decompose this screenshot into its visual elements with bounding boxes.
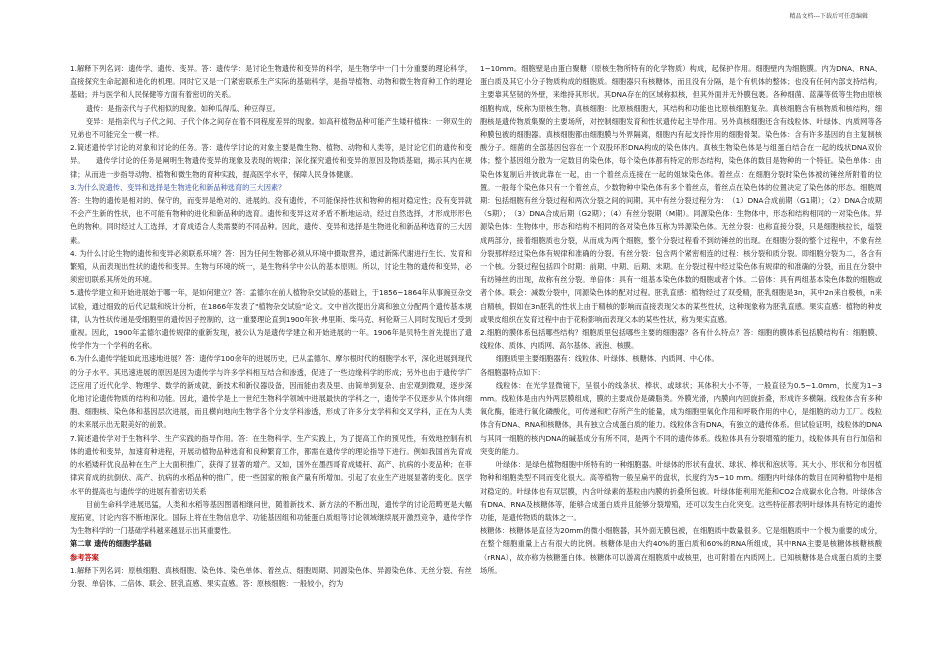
left-column: [70, 62, 472, 667]
q4-paragraph: 4. 为什么讨论生物的遗传和变异必须联系环境？答：因为任何生物都必须从环境中摄取营养，通过新陈代谢进行生长、发育和繁殖，从而表现出性状的遗传和变异。生物与环境的统一，是生物科学中公认的基本原则。所以，讨论生物的遗传和变异，必须密切联系其所处的环境。: [70, 248, 472, 285]
q1-paragraph: 1.解释下列名词：遗传学、遗传、变异。答：遗传学：是讨论生物遗传和变异的科学，是生物学中一门十分重要的理论科学，直接探究生命起源和进化的机理。同时它又是一门紧密联系生产实际的基础科学，是指导植物、动物和微生物育种工作的理论基础；并与医学和人民保健等方面有着密切的关系。: [70, 64, 472, 100]
page-header: 精品文档---下载后可任意编辑: [789, 13, 868, 20]
q6-paragraph: 6.为什么遗传学能如此迅速地进展？答：遗传学100余年的进展历史，已从孟德尔、摩尔根时代的细胞学水平，深化进展到现代的分子水平。其迅速进展的原因是因为遗传学与许多学科相互结合和渗透，促进了一些边缘科学的形成；另外也由于遗传学广泛应用了近代化学、物理学、数学的新成就、新技术和新仪器设备，因而能由表及里、由简单到复杂、由宏观到微观，逐步深化地讨论遗传物质的结构和功能。因此，遗传学是上一世纪生物科学领域中进展最快的学科之一，遗传学不仅逐步从个体向细胞、细胞核、染色体和基因层次进展，而且横向地向生物学各个分支学科渗透，形成了许多分支学科和交叉学科，正在为人类的未来展示出无限美好的前景。: [70, 354, 472, 430]
chapter-heading: 第二章 遗传的细胞学基础: [70, 539, 152, 549]
ribosome-paragraph: 核糖体：核糖体是直径为20mm的微小细胞器，其外面无膜包被，在细胞质中数量很多。它是细胞质中一个极为重要的成分，在整个细胞重量上占有很大的比例。核糖体是由大约40%的蛋白质和60%的RNA所组成，其中RNA主要是核糖体核糖核酸（rRNA），故亦称为核糖蛋白体。核糖体可以游离在细胞质中或核里，也可附着在内质网上。已知核糖体是合成蛋白质的主要场所。: [480, 526, 882, 575]
prokaryote-definitions-paragraph: 1~10mm。细胞壁是由蛋白聚糖（原核生物所特有的化学物质）构成，起保护作用。细胞壁内为细胞膜。内为DNA、RNA、蛋白质及其它小分子物质构成的细胞质。细胞器只有核糖体，而且没有分隔，是个有机体的整体；也没有任何内部支持结构，主要靠其坚韧的外壁，来维持其形状。其DNA存在的区域称拟核，但其外面并无外膜包裹。各种细菌、蓝藻等低等生物由原核细胞构成，统称为原核生物。真核细胞：比原核细胞大，其结构和功能也比原核细胞复杂。真核细胞含有核物质和核结构，细胞核是遗传物质集聚的主要场所，对控制细胞发育和性状遗传起主导作用。另外真核细胞还含有线粒体、叶绿体、内质网等各种膜包被的细胞器。真核细胞都由细胞膜与外界隔离，细胞内有起支持作用的细胞骨架。染色体：含有许多基因的自主复制核酸分子。细菌的全部基因包容在一个双股环形DNA构成的染色体内。真核生物染色体是与组蛋白结合在一起的线状DNA双价体；整个基因组分散为一定数目的染色体，每个染色体都有特定的形态结构，染色体的数目是物种的一个特征。染色单体：由染色体复制后并彼此靠在一起，由一个着丝点连接在一起的姐妹染色体。着丝点：在细胞分裂时染色体被纺锤丝所附着的位置。一般每个染色体只有一个着丝点，少数物种中染色体有多个着丝点，着丝点在染色体的位置决定了染色体的形态。细胞周期：包括细胞有丝分裂过程和两次分裂之间的间期。其中有丝分裂过程分为： （1）DNA合成前期（G1期）；（2）DNA合成期（S期）； （3）DNA合成后期（G2期）；（4）有丝分裂期（M期）。同源染色体：生物体中，形态和结构相同的一对染色体。异源染色体：生物体中，形态和结构不相同的各对染色体互称为异源染色体。无丝分裂：也称直接分裂，只是细胞核拉长，缢裂成两部分，接着细胞质也分裂，从而成为两个细胞，整个分裂过程看不到纺锤丝的出现。在细胞分裂的整个过程中，不象有丝分裂那样经过染色体有规律和准确的分裂。有丝分裂：包含两个紧密相连的过程：核分裂和质分裂。即细胞分裂为二，各含有一个核。分裂过程包括四个时期：前期、中期、后期、末期。在分裂过程中经过染色体有规律的和准确的分裂，而且在分裂中有纺锤丝的出现，故称有丝分裂。单倍体：具有一组基本染色体数的细胞或者个体。二倍体：具有两组基本染色体数的细胞或者个体。联会：减数分裂中，同源染色体的配对过程。胚乳直感：植物经过了双受精，胚乳细胞是3n，其中2n来自极核，n来自精核，假如在3n胚乳的性状上由于精核的影响而直接表现父本的某些性状，这种现象称为胚乳直感。果实直感：植物的种皮或果皮组织在发育过程中由于花粉影响而表现父本的某些性状，称为果实直感。: [480, 64, 882, 324]
q2-paragraph: 2.简述遗传学讨论的对象和讨论的任务。答：遗传学讨论的对象主要是微生物、植物、动物和人类等，是讨论它们的遗传和变异。 遗传学讨论的任务是阐明生物遗传变异的现象及表现的规律；深化探究遗传和变异的原因及物质基础，揭示其内在规律；从而进一步指导动物、植物和微生物的育种实践，提高医学水平，保障人民身体健康。: [70, 143, 472, 179]
ch2-q1-paragraph: 1.解释下列名词：原核细胞、真核细胞、染色体、染色单体、着丝点、细胞周期、同源染色体、异源染色体、无丝分裂、有丝分裂、单倍体、二倍体、联会、胚乳直感、果实直感。答：原核细胞：一般较小，约为: [70, 565, 472, 588]
reference-answer-heading: 参考答案: [70, 552, 99, 562]
q3-answer: 答：生物的遗传是相对的、保守的，而变异是绝对的、进展的。没有遗传，不可能保持性状和物种的相对稳定性；没有变异就不会产生新的性状，也不可能有物种的进化和新品种的选育。遗传和变异这对矛盾不断地运动，经过自然选择，才形成形形色色的物种。同时经过人工选择，才育成适合人类需要的不同品种。因此，遗传、变异和选择是生物进化和新品种选育的三大因素。: [70, 196, 472, 245]
q7-continuation-paragraph: 目前生命科学进展迅猛，人类和水稻等基因图谱相继问世，随着新技术、新方法的不断出现，遗传学的讨论范畴更是大幅度拓宽，讨论内容不断地深化。国际上将在生物信息学、功能基因组和功能蛋白质组等讨论领域继续展开激烈竞争，遗传学作为生物科学的一门基础学科越来越显示出其重要性。: [70, 499, 472, 536]
mitochondria-paragraph: 线粒体：在光学显微镜下，呈很小的线条状、棒状、或球状；其体积大小不等，一般直径为0.5~1.0mm，长度为1~3 mm。线粒体是由内外两层膜组成，膜的主要成份是磷脂类。外膜光滑，内膜向内回旋折叠，形成许多横隔。线粒体含有多种氧化酶，能进行氧化磷酸化，可传递和贮存所产生的能量，成为细胞里氧化作用和呼吸作用的中心，是细胞的动力工厂。线粒体含有DNA、RNA和核糖体，具有独立合成蛋白质的能力。线粒体含有DNA，有独立的遗传体系。但试验证明，线粒体的DNA与其同一细胞的核内DNA的碱基成分有所不同，是两个不同的遗传体系。线粒体具有分裂增殖的能力，线粒体具有自行加倍和突变的能力。: [480, 380, 882, 456]
q1-variation-paragraph: 变异：是指亲代与子代之间、子代个体之间存在着不同程度差异的现象。如高秆植物品种可能产生矮秆植株：一卵双生的兄弟也不可能完全一模一样。: [70, 116, 472, 140]
q2-membrane-paragraph: 2.细胞的膜体系包括哪些结构？细胞质里包括哪些主要的细胞器？各有什么特点？答：细胞的膜体系包括膜结构有：细胞膜、线粒体、质体、内质网、高尔基体、液泡、核膜。: [480, 328, 882, 351]
q3-question: 3.为什么说遗传、变异和选择是生物进化和新品种选育的三大因素？: [70, 182, 286, 192]
q7-paragraph: 7.简述遗传学对于生物科学、生产实践的指导作用。答：在生物科学、生产实践上，为了提高工作的预见性，有效地控制有机体的遗传和变异，加速育种进程，开展动植物品种选育和良种繁育工作，都需在遗传学的理论指导下进行。例如我国首先育成的水稻矮秆优良品种在生产上大面积推广，获得了显著的增产。又如，国外在墨西哥育成矮秆、高产、抗病的小麦品种；在菲律宾育成的抗倒伏、高产、抗病的水稻品种的推广，使一些国家的粮食产量有所增加。引起了农业生产进展显著的变化。医学水平的提高也与遗传学的进展有着密切关系: [70, 433, 472, 496]
q5-paragraph: 5.遗传学建立和开始进展始于哪一年，是如何建立？答：孟德尔在前人植物杂交试验的基础上，于1856~1864年从事豌豆杂交试验，通过细致的后代记载和统计分析，在1866年发表了"植物杂交试验"论文。文中首次提出分离和独立分配两个遗传基本规律，认为性状传递是受细胞里的遗传因子控制的，这一重要理论直到1900年狄·弗里斯、柴马克、柯伦斯三人同时发现后才受到重视。因此，1900年孟德尔遗传规律的重新发现，被公认为是遗传学建立和开始进展的一年。1906年是贝特生首先提出了遗传学作为一个学科的名称。: [70, 288, 472, 351]
right-column: [480, 62, 882, 667]
chloroplast-paragraph: 叶绿体：是绿色植物细胞中所特有的一种细胞器。叶绿体的形状有盘状、球状、棒状和泡状等。其大小、形状和分布因植物种和细胞类型不同而变化很大。高等植物一般呈扁平的盘状，长度约为5~10 mm。细胞内叶绿体的数目在同种植物中是相对稳定的。叶绿体也有双层膜，内含叶绿素的基粒由内膜的折叠所包被。叶绿体能利用光能和CO2合成碳水化合物。叶绿体含有DNA、RNA及核糖体等，能够合成蛋白质并且能够分裂增殖，还可以发生白化突变。这些特征都表明叶绿体具有特定的遗传功能，是遗传物质的载体之一。: [480, 460, 882, 522]
organelle-features-intro: 各细胞器特点如下：: [480, 367, 545, 377]
q1-heredity-paragraph: 遗传：是指亲代与子代相似的现象。如种瓜得瓜、种豆得豆。: [85, 103, 280, 113]
organelles-list-paragraph: 细胞质里主要细胞器有：线粒体、叶绿体、核糖体、内质网、中心体。: [495, 354, 719, 364]
